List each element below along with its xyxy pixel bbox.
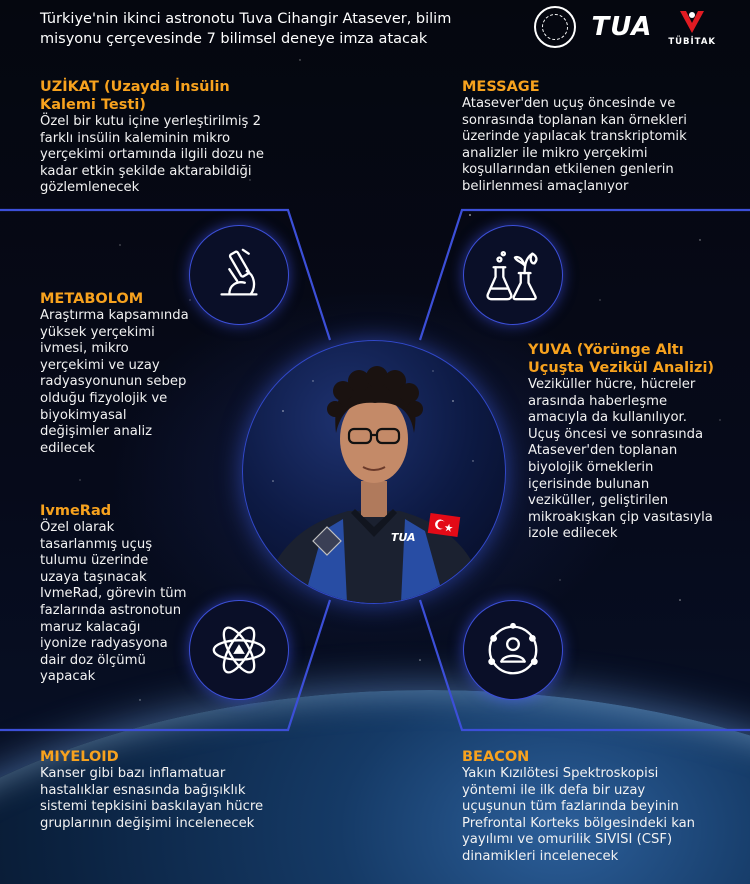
lab-flasks-icon xyxy=(482,244,544,306)
experiment-miyeloid xyxy=(40,748,280,832)
metabolom-text: Araştırma kapsamında yüksek yerçekimi ivmesi, mikro yerçekimi ve uzay radyasyonunun sebep olduğu fizyolojik ve biyokimyasal değişimler analiz edilecek xyxy=(40,308,189,456)
uzikat-title: UZİKAT (Uzayda İnsülin Kalemi Testi) xyxy=(40,79,230,113)
experiment-yuva xyxy=(528,341,718,543)
experiment-ivmerad xyxy=(40,502,190,686)
miyeloid-title: MIYELOID xyxy=(40,749,119,765)
message-text: Atasever'den uçuş öncesinde ve sonrasında toplanan kan örnekleri üzerinde yapılacak transkriptomik analizler ile mikro yerçekimi koşullarından etkilenen genlerin belirlenmesi amaçlanıyor xyxy=(462,96,687,194)
astronaut-illustration xyxy=(243,341,505,603)
turkish-flag-patch xyxy=(428,513,460,537)
ivmerad-text: Özel olarak tasarlanmış uçuş tulumu üzerinde uzaya taşınacak IvmeRad, görevin tüm fazlarında astronotun maruz kalacağı iyonize radyasyona dair doz ölçümü yapacak xyxy=(40,520,187,685)
atom-badge xyxy=(189,600,289,700)
headline: Türkiye'nin ikinci astronotu Tuva Cihangir Atasever, bilim misyonu çerçevesinde 7 bilimsel deneye imza atacak xyxy=(40,11,452,47)
experiment-message xyxy=(462,78,708,196)
astronaut-portrait xyxy=(242,340,506,604)
atom-icon xyxy=(208,619,270,681)
miyeloid-text: Kanser gibi bazı inflamatuar hastalıklar esnasında bağışıklık sistemi tepkisini baskılayan hücre gruplarının değişimi incelenecek xyxy=(40,766,264,831)
person-network-badge xyxy=(463,600,563,700)
tua-logo: TUA xyxy=(591,12,653,42)
ivmerad-title: IvmeRad xyxy=(40,503,112,519)
uzikat-text: Özel bir kutu içine yerleştirilmiş 2 farklı insülin kaleminin mikro yerçekimi ortamında ilgili dozu ne kadar etkin şekilde aktarabildiği gözlemlenecek xyxy=(40,114,264,196)
ministry-seal-logo xyxy=(534,6,576,48)
metabolom-title: METABOLOM xyxy=(40,291,144,307)
tubitak-wordmark: TÜBİTAK xyxy=(668,36,716,47)
beacon-title: BEACON xyxy=(462,749,530,765)
microscope-icon xyxy=(208,244,270,306)
tubitak-mark-icon xyxy=(677,8,707,36)
suit-tua-patch: TUA xyxy=(391,531,416,544)
yuva-title: YUVA (Yörünge Altı Uçuşta Vezikül Analizi) xyxy=(528,342,715,376)
logo-group xyxy=(534,6,716,48)
message-title: MESSAGE xyxy=(462,79,540,95)
beacon-text: Yakın Kızılötesi Spektroskopisi yöntemi ile ilk defa bir uzay uçuşunun tüm fazlarında beyinin Prefrontal Korteks bölgesindeki kan yayılımı ve omurilik SIVISI (CSF) dinamikleri incelenecek xyxy=(462,766,696,864)
tubitak-logo xyxy=(668,8,716,47)
experiment-beacon xyxy=(462,748,712,866)
experiment-uzikat xyxy=(40,78,272,197)
lab-flasks-badge xyxy=(463,225,563,325)
microscope-badge xyxy=(189,225,289,325)
person-network-icon xyxy=(482,619,544,681)
experiment-metabolom xyxy=(40,290,192,457)
yuva-text: Veziküller hücre, hücreler arasında haberleşme amacıyla da kullanılıyor. Uçuş öncesi ve sonrasında Atasever'den toplanan biyolojik örneklerin içerisinde bulunan veziküller, geliştirilen mikroakışkan çip vasıtasıyla izole edilecek xyxy=(528,377,713,542)
